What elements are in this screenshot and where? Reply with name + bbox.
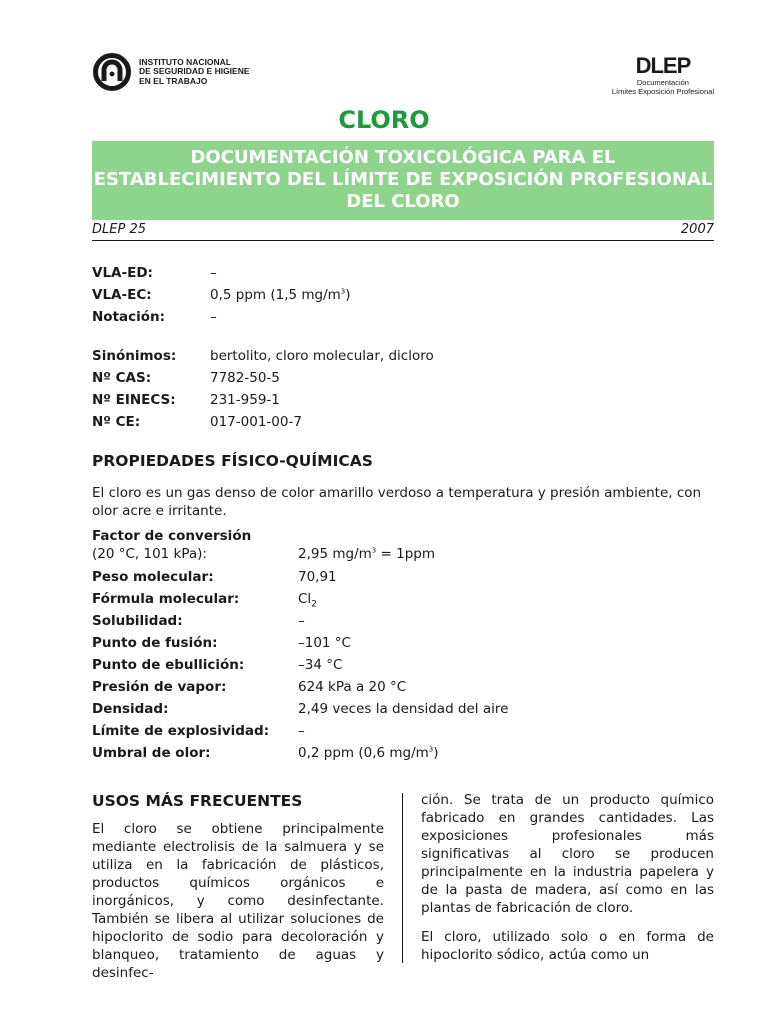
uses-paragraph: ción. Se trata de un producto químico fabricado en grandes cantidades. Las exposiciones profesionales más significativas al cloro se producen principalmente en la industria papelera y de la pasta de madera, así como en las plantas de fabricación de cloro. [421,792,714,916]
identifier-value: 017-001-00-7 [210,414,302,430]
identifier-label: Nº CAS: [92,370,152,386]
identifier-label: Sinónimos: [92,348,177,364]
identifier-row [92,345,714,367]
document-code: DLEP 25 [92,222,146,237]
dlep-logo-text: DLEP [635,53,691,78]
odor-value-sup: 3 [428,745,434,754]
property-label-condition: (20 °C, 101 kPa): [92,546,207,562]
properties-table [92,527,714,767]
property-value [298,588,317,610]
identifier-row [92,367,714,389]
dlep-subtitle-1: Documentación [636,78,689,87]
document-title: CLORO [338,106,430,134]
property-label: Punto de fusión: [92,635,218,651]
limit-value: – [210,309,217,325]
property-row [92,676,714,698]
property-row [92,632,714,654]
property-row [92,654,714,676]
property-row [92,610,714,632]
properties-intro: El cloro es un gas denso de color amarillo verdoso a temperatura y presión ambiente, con olor acre e irritante. [92,485,702,519]
limit-value: – [210,265,217,281]
title-banner [92,141,714,220]
property-value: 2,49 veces la densidad del aire [298,701,509,717]
property-value [298,545,435,563]
identifier-label: Nº CE: [92,414,141,430]
column-divider [402,793,403,963]
property-label: Factor de conversión [92,528,252,544]
insht-line-2: DE SEGURIDAD E HIGIENE [139,66,250,77]
limit-label: Notación: [92,309,166,325]
property-row [92,698,714,720]
identifier-value: 231-959-1 [210,392,280,408]
property-value: 624 kPa a 20 °C [298,679,407,695]
property-label: Límite de explosividad: [92,723,270,739]
identifier-value: 7782-50-5 [210,370,280,386]
dlep-logo [612,54,714,96]
dlep-subtitle-2: Límites Exposición Profesional [611,87,714,96]
limit-row [92,284,714,306]
conversion-value-sup: 3 [371,546,377,555]
formula-main: Cl [298,591,312,607]
banner-line-3: DEL CLORO [346,191,460,212]
property-label: Densidad: [92,701,169,717]
insht-emblem-icon [92,52,132,92]
insht-name [139,58,250,87]
uses-paragraph: El cloro, utilizado solo o en forma de hipoclorito sódico, actúa como un [421,929,714,963]
limits-table [92,262,714,328]
limit-row [92,306,714,328]
limit-value [210,284,351,306]
uses-right-column [421,791,714,975]
reference-row [92,221,714,241]
property-row [92,742,714,764]
odor-value-after: ) [433,745,439,761]
property-value: –101 °C [298,635,351,651]
identifier-row [92,411,714,433]
uses-heading: USOS MÁS FRECUENTES [92,792,303,810]
uses-left-column [92,820,384,982]
property-row [92,588,714,610]
conversion-value-post: = 1ppm [376,546,436,562]
property-value [298,742,439,764]
insht-logo [92,52,250,92]
property-row-conversion [92,527,714,563]
limit-row [92,262,714,284]
property-value: –34 °C [298,657,343,673]
limit-value-sup: 3 [340,287,346,296]
identifiers-table [92,345,714,433]
limit-label: VLA-ED: [92,265,153,281]
property-value: – [298,723,305,739]
banner-line-1: DOCUMENTACIÓN TOXICOLÓGICA PARA EL [190,147,616,168]
properties-heading: PROPIEDADES FÍSICO-QUÍMICAS [92,452,373,470]
insht-line-3: EN EL TRABAJO [139,75,208,86]
document-year: 2007 [680,222,714,237]
property-label: Punto de ebullición: [92,657,245,673]
identifier-label: Nº EINECS: [92,392,176,408]
property-label: Umbral de olor: [92,745,211,761]
property-value: 70,91 [298,569,337,585]
property-row [92,566,714,588]
uses-paragraph: El cloro se obtiene principalmente mediante electrolisis de la salmuera y se utiliza en la fabricación de plásticos, productos químicos orgánicos e inorgánicos, y como desinfectante. También se libera al utilizar soluciones de hipoclorito de sodio para decoloración y blanqueo, tratamiento de aguas y desinfec- [92,821,384,981]
conversion-value-pre: 2,95 mg/m [298,546,372,562]
property-label: Peso molecular: [92,569,214,585]
property-label: Fórmula molecular: [92,591,240,607]
identifier-value: bertolito, cloro molecular, dicloro [210,348,434,364]
property-label: Solubilidad: [92,613,183,629]
limit-value-after: ) [345,287,351,303]
limit-label: VLA-EC: [92,287,152,303]
limit-value-main: 0,5 ppm (1,5 mg/m [210,287,341,303]
property-row [92,720,714,742]
identifier-row [92,389,714,411]
property-value: – [298,613,305,629]
odor-value-main: 0,2 ppm (0,6 mg/m [298,745,429,761]
insht-line-1: INSTITUTO NACIONAL [139,56,231,67]
banner-line-2: ESTABLECIMIENTO DEL LÍMITE DE EXPOSICIÓN PROFESIONAL [93,169,713,190]
property-label: Presión de vapor: [92,679,227,695]
formula-sub: 2 [311,599,317,610]
